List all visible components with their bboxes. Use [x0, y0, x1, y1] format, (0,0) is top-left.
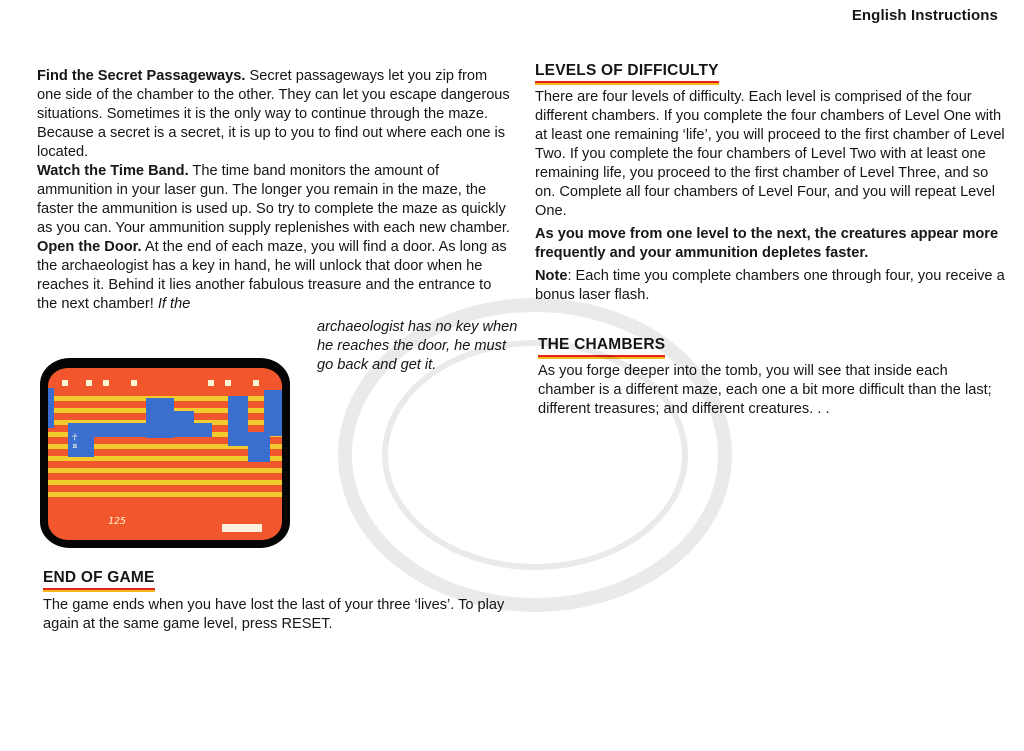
maze-wall: [174, 411, 194, 425]
secret-passageways-lead: Find the Secret Passageways.: [37, 68, 246, 84]
levels-paragraph: There are four levels of difficulty. Each level is comprised of the four different chambers. If you complete the four chambers of Level One with at least one remaining ‘life’, you will proceed to the first chamber of Level Two. If you complete the four chambers of Level Two with at least one remaining life, you proceed to the first chamber of Level Three, and so on. Complete all four chambers of Level Four, and you will repeat Level One.: [535, 89, 1005, 219]
maze-marker: [253, 380, 259, 386]
maze-wall: [146, 398, 174, 438]
maze-marker: [86, 380, 92, 386]
score-display: 125: [108, 516, 127, 527]
open-door-paragraph: [37, 238, 514, 314]
time-band-lead: Watch the Time Band.: [37, 163, 189, 179]
maze-marker: [208, 380, 214, 386]
note-text: : Each time you complete chambers one through four, you receive a bonus laser flash.: [535, 268, 1005, 303]
end-of-game-text: The game ends when you have lost the last of your three ‘lives’. To play again at the same game level, press RESET.: [43, 597, 505, 632]
maze-stripe: [48, 492, 282, 497]
maze-wall: [48, 388, 54, 428]
maze-wall: [248, 432, 270, 462]
maze-stripe: [48, 480, 282, 485]
end-of-game-heading: END OF GAME: [43, 569, 155, 592]
levels-note: [535, 267, 1005, 305]
note-label: Note: [535, 268, 568, 284]
open-door-text: At the end of each maze, you will find a door. As long as the archaeologist has a key in hand, he will unlock that door when he reaches it. Behind it lies another fabulous treasure and the entrance to the next chamber!: [37, 239, 507, 312]
time-band-paragraph: [37, 162, 514, 238]
open-door-italic-start: If the: [157, 296, 191, 312]
maze-marker: [225, 380, 231, 386]
game-screen: [48, 368, 282, 540]
time-band-bar: [222, 524, 262, 532]
game-screenshot: [40, 358, 290, 548]
left-column: [37, 67, 514, 314]
chambers-heading: THE CHAMBERS: [538, 336, 665, 359]
open-door-italic-note: archaeologist has no key when he reaches the door, he must go back and get it.: [317, 319, 518, 373]
right-column: [535, 88, 1005, 305]
archaeologist-sprite: ☥ ¤: [72, 433, 78, 452]
time-band-text: The time band monitors the amount of ammunition in your laser gun. The longer you remain in the maze, the faster the ammunition is used up. So try to complete the maze as quickly as you can. Your ammunition supply replenishes with each new chamber.: [37, 163, 510, 236]
levels-bold-paragraph: As you move from one level to the next, the creatures appear more frequently and your ammunition depletes faster.: [535, 226, 999, 261]
maze-wall: [264, 390, 282, 436]
chambers-text: As you forge deeper into the tomb, you will see that inside each chamber is a different maze, each one a bit more difficult than the last; different treasures; and different creatures. . .: [538, 363, 992, 417]
maze-marker: [62, 380, 68, 386]
maze-stripe: [48, 468, 282, 473]
maze-marker: [131, 380, 137, 386]
open-door-lead: Open the Door.: [37, 239, 142, 255]
secret-passageways-paragraph: [37, 67, 514, 162]
maze-wall: [228, 396, 248, 446]
levels-heading: LEVELS OF DIFFICULTY: [535, 62, 719, 85]
page-header: English Instructions: [851, 7, 998, 24]
secret-passageways-text: Secret passageways let you zip from one side of the chamber to the other. They can let you escape dangerous situations. Sometimes it is the only way to continue through the maze. Because a secret is a secret, it is up to you to find out where each one is located.: [37, 68, 510, 160]
maze-marker: [103, 380, 109, 386]
